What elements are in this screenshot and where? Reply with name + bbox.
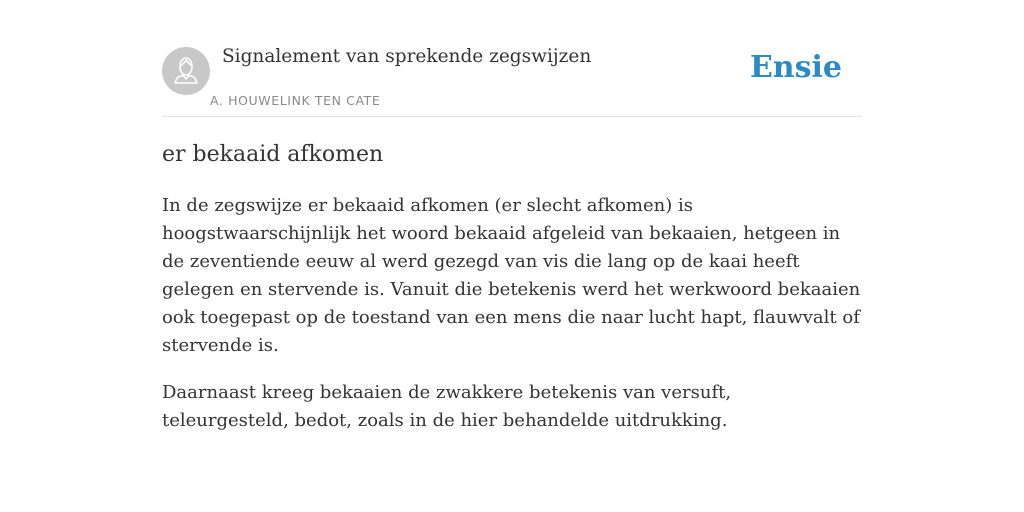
user-silhouette-icon (162, 47, 210, 95)
article (162, 138, 862, 435)
author-avatar[interactable] (162, 47, 210, 95)
entry-title: er bekaaid afkomen (162, 142, 384, 167)
header (162, 0, 862, 117)
article-paragraph: In de zegswijze er bekaaid afkomen (er slecht afkomen) is hoogstwaarschijnlijk het woord bekaaid afgeleid van bekaaien, hetgeen in de zeventiende eeuw al werd gezegd van vis die lang op de kaai heeft gelegen en stervende is. Vanuit die betekenis werd het werkwoord bekaaien ook toegepast op de toestand van een mens die naar lucht hapt, flauwvalt of stervende is. (162, 195, 861, 356)
author-name[interactable]: A. HOUWELINK TEN CATE (210, 93, 381, 108)
ensie-logo[interactable]: Ensie (749, 50, 842, 85)
article-paragraph: Daarnaast kreeg bekaaien de zwakkere betekenis van versuft, teleurgesteld, bedot, zoals in de hier behandelde uitdrukking. (162, 382, 732, 431)
book-title[interactable]: Signalement van sprekende zegswijzen (222, 46, 592, 67)
